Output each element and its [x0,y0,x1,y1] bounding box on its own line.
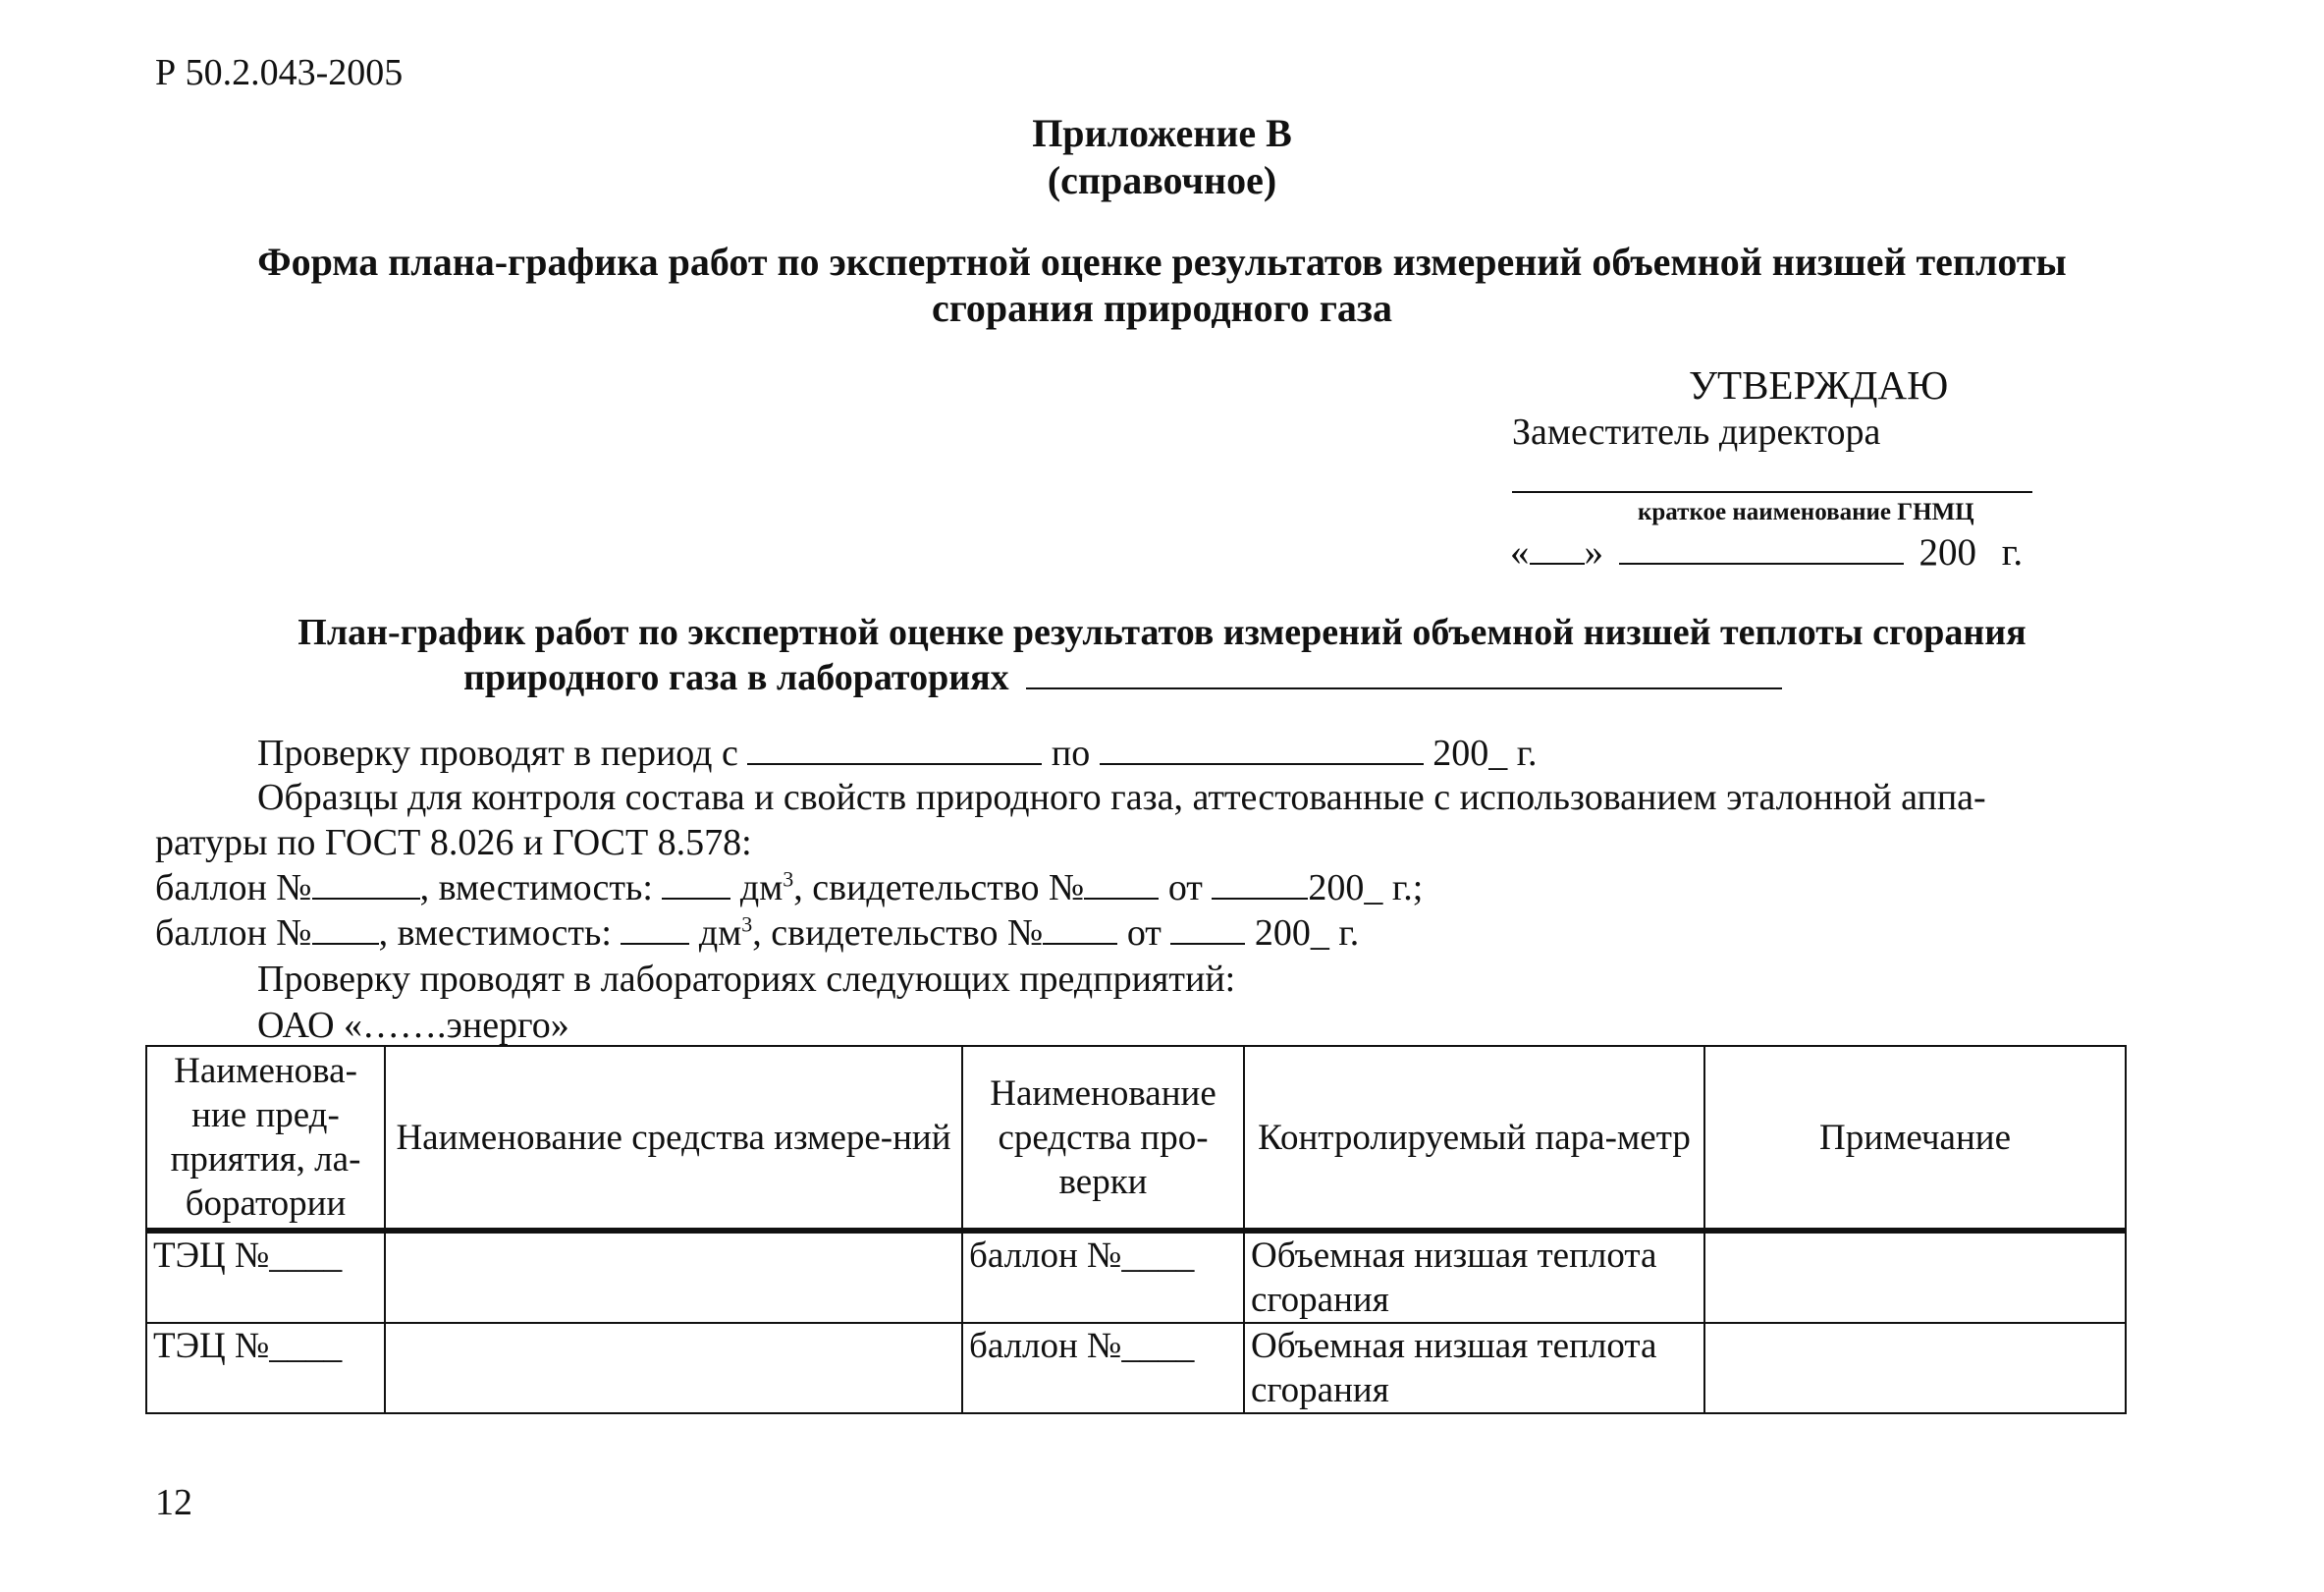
period-from-blank [747,734,1042,765]
period-line [257,732,1538,775]
cyl2-from-label: от [1126,912,1162,954]
cyl2-capacity-label: , вместимость: [378,912,612,954]
table-cell [385,1323,962,1413]
cyl1-unit-exp: 3 [783,866,794,892]
table-row [146,1323,2126,1413]
month-blank [1619,533,1904,565]
cyl2-number-blank [312,913,379,945]
table-cell: ТЭЦ №____ [146,1231,385,1323]
cyl1-from-label: от [1167,867,1203,908]
cyl2-unit-exp: 3 [741,911,753,937]
samples-line1: Образцы для контроля состава и свойств природного газа, аттестованные с использованием эталонной аппа- [257,777,1986,818]
cyl2-cert-blank [1043,913,1117,945]
cyl2-capacity-blank [621,913,689,945]
cyl1-year: 200_ г.; [1308,867,1424,908]
table-cell [1704,1323,2126,1413]
company-name: ОАО «…….энерго» [257,1005,569,1046]
form-title-line1: Форма плана-графика работ по экспертной оценке результатов измерений объемной низшей теплоты [257,240,2067,284]
form-title-line2: сгорания природного газа [931,286,1393,330]
date-close-quote: » [1584,531,1603,574]
cyl2-cert-label: , свидетельство № [752,912,1044,954]
samples-line2: ратуры по ГОСТ 8.026 и ГОСТ 8.578: [155,822,752,863]
page-number: 12 [155,1482,192,1523]
col-header-instrument: Наименование средства измере-ний [385,1046,962,1231]
approval-date [1510,530,2023,575]
table-cell: баллон №____ [962,1323,1244,1413]
cyl2-unit: дм [698,912,742,954]
cylinder-line2 [155,911,1359,955]
appendix-title: Приложение В [1032,111,1292,155]
appendix-type: (справочное) [1047,158,1277,202]
document-code: Р 50.2.043-2005 [155,52,404,93]
cyl1-cert-blank [1084,868,1159,900]
cyl1-cert-label: , свидетельство № [793,867,1085,908]
col-header-parameter: Контролируемый пара-метр [1244,1046,1704,1231]
plan-table [145,1045,2127,1414]
table-cell: Объемная низшая теплота сгорания [1244,1323,1704,1413]
col-header-notes: Примечание [1704,1046,2126,1231]
cyl1-capacity-blank [662,868,730,900]
period-year: 200_ г. [1432,733,1538,774]
table-cell: ТЭЦ №____ [146,1323,385,1413]
col-header-enterprise: Наименова-ние пред-приятия, ла-боратории [146,1046,385,1231]
plan-title-line1: План-график работ по экспертной оценке результатов измерений объемной низшей теплоты сгорания [297,612,2027,653]
cyl1-unit: дм [739,867,784,908]
cyl1-label: баллон № [155,867,312,908]
org-name-blank [1512,491,2032,493]
table-cell: Объемная низшая теплота сгорания [1244,1231,1704,1323]
date-year-suffix: г. [2001,531,2024,574]
period-to-blank [1100,734,1424,765]
cyl2-year: 200_ г. [1254,912,1360,954]
cylinder-line1 [155,866,1423,909]
cyl2-date-blank [1170,913,1245,945]
cyl1-date-blank [1212,868,1308,900]
approval-heading: УТВЕРЖДАЮ [1689,362,1949,408]
plan-title-line2 [463,656,1782,699]
table-cell: баллон №____ [962,1231,1244,1323]
org-name-caption: краткое наименование ГНМЦ [1638,499,1974,525]
table-header-row [146,1046,2126,1231]
approval-position: Заместитель директора [1512,412,1881,453]
plan-title-text: природного газа в лабораториях [463,657,1009,698]
cyl1-number-blank [312,868,420,900]
period-mid: по [1051,733,1091,774]
table-cell [1704,1231,2126,1323]
labs-blank [1026,658,1782,689]
date-open-quote: « [1510,531,1530,574]
table-cell [385,1231,962,1323]
date-year: 200 [1919,531,1976,574]
cyl1-capacity-label: , вместимость: [419,867,653,908]
labs-intro: Проверку проводят в лабораториях следующих предприятий: [257,959,1236,1000]
table-row [146,1231,2126,1323]
cyl2-label: баллон № [155,912,312,954]
period-prefix: Проверку проводят в период с [257,733,738,774]
col-header-verification-means: Наименование средства про-верки [962,1046,1244,1231]
day-blank [1530,533,1585,565]
